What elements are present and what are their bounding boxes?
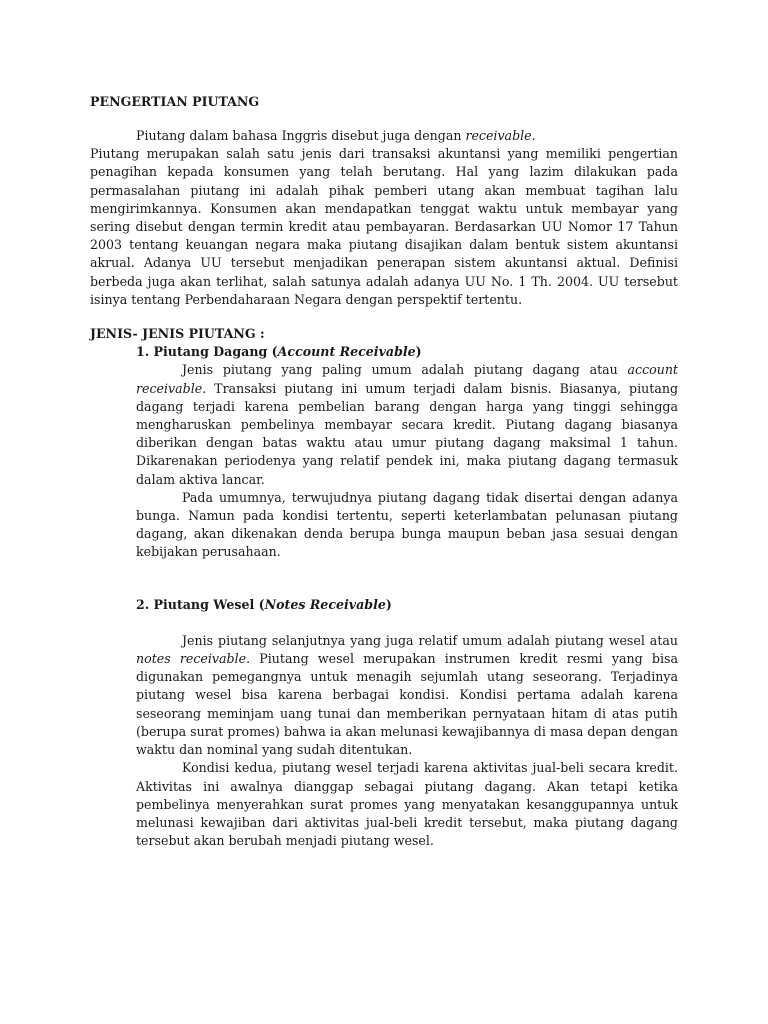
intro-italic-term: receivable [465,128,532,143]
section-1-heading-prefix: 1. Piutang Dagang ( [136,344,278,360]
section-2-paragraph-2: Kondisi kedua, piutang wesel terjadi karena aktivitas jual-beli secara kredit. Aktivitas ini awalnya dianggap sebagai piutang dagang. Akan tetapi ketika pembelinya menyerahkan surat promes yang menyatakan kesanggupannya untuk melunasi kewajiban dari aktivitas jual-beli kredit tersebut, maka piutang dagang tersebut akan berubah menjadi piutang wesel. [136,760,678,849]
section-1-p1-prefix: Jenis piutang yang paling umum adalah piutang dagang atau [182,362,628,378]
spacer [90,614,678,632]
types-heading: JENIS- JENIS PIUTANG : [90,326,265,342]
section-1-p1-italic: account receivable [136,362,678,396]
intro-first-line [90,127,678,145]
section-2-heading-italic: Notes Receivable [264,596,386,612]
intro-line-suffix: . [531,128,536,143]
spacer [90,309,678,325]
section-2-p1-prefix: Jenis piutang selanjutnya yang juga relatif umum adalah piutang wesel atau [182,632,678,648]
document-page [90,93,678,850]
section-1-paragraph-1 [136,361,678,488]
spacer [90,111,678,127]
intro-line-text: Piutang dalam bahasa Inggris disebut juga dengan [136,128,466,143]
section-1-heading-italic: Account Receivable [277,344,416,360]
section-2-p1-suffix: . Piutang wesel merupakan instrumen kredit resmi yang bisa digunakan pemegangnya untuk menagih sejumlah utang seseorang. Terjadinya piutang wesel bisa karena berbagai kondisi. Kondisi pertama adalah karena seseorang meminjam uang tunai dan memberikan pernyataan hitam di atas putih (berupa surat promes) bahwa ia akan melunasi kewajibannya di masa depan dengan waktu dan nominal yang sudah ditentukan. [136,651,678,758]
document-title: PENGERTIAN PIUTANG [90,94,260,109]
spacer [90,562,678,596]
intro-paragraph: Piutang merupakan salah satu jenis dari transaksi akuntansi yang memiliki pengertian penagihan kepada konsumen yang telah berutang. Hal yang lazim dilakukan pada permasalahan piutang ini adalah pihak pemberi utang akan membuat tagihan lalu mengirimkannya. Konsumen akan mendapatkan tenggat waktu untuk membayar yang sering disebut dengan termin kredit atau pembayaran. Berdasarkan UU Nomor 17 Tahun 2003 tentang keuangan negara maka piutang disajikan dalam bentuk sistem akuntansi akrual. Adanya UU tersebut menjadikan penerapan sistem akuntansi aktual. Definisi berbeda juga akan terlihat, salah satunya adalah adanya UU No. 1 Th. 2004. UU tersebut isinya tentang Perbendaharaan Negara dengan perspektif tertentu. [90,146,678,307]
section-1-p1-suffix: . Transaksi piutang ini umum terjadi dalam bisnis. Biasanya, piutang dagang terjadi karena pembelian barang dengan harga yang tinggi sehingga mengharuskan pembelinya membayar secara kredit. Piutang dagang biasanya diberikan dengan batas waktu atau umur piutang dagang maksimal 1 tahun. Dikarenakan periodenya yang relatif pendek ini, maka piutang dagang termasuk dalam aktiva lancar. [136,380,678,487]
section-1-paragraph-2: Pada umumnya, terwujudnya piutang dagang tidak disertai dengan adanya bunga. Namun pada kondisi tertentu, seperti keterlambatan pelunasan piutang dagang, akan dikenakan denda berupa bunga maupun beban jasa sesuai dengan kebijakan perusahaan. [136,489,678,560]
section-2-body [90,632,678,850]
section-2-heading-prefix: 2. Piutang Wesel ( [136,596,265,612]
section-2-heading-suffix: ) [385,596,392,612]
section-1-heading-suffix: ) [415,344,422,360]
section-1-body [90,361,678,561]
section-1-heading [90,343,678,361]
section-2-p1-italic: notes receivable [136,651,247,667]
section-2-heading [90,596,678,614]
section-2-paragraph-1 [136,632,678,759]
